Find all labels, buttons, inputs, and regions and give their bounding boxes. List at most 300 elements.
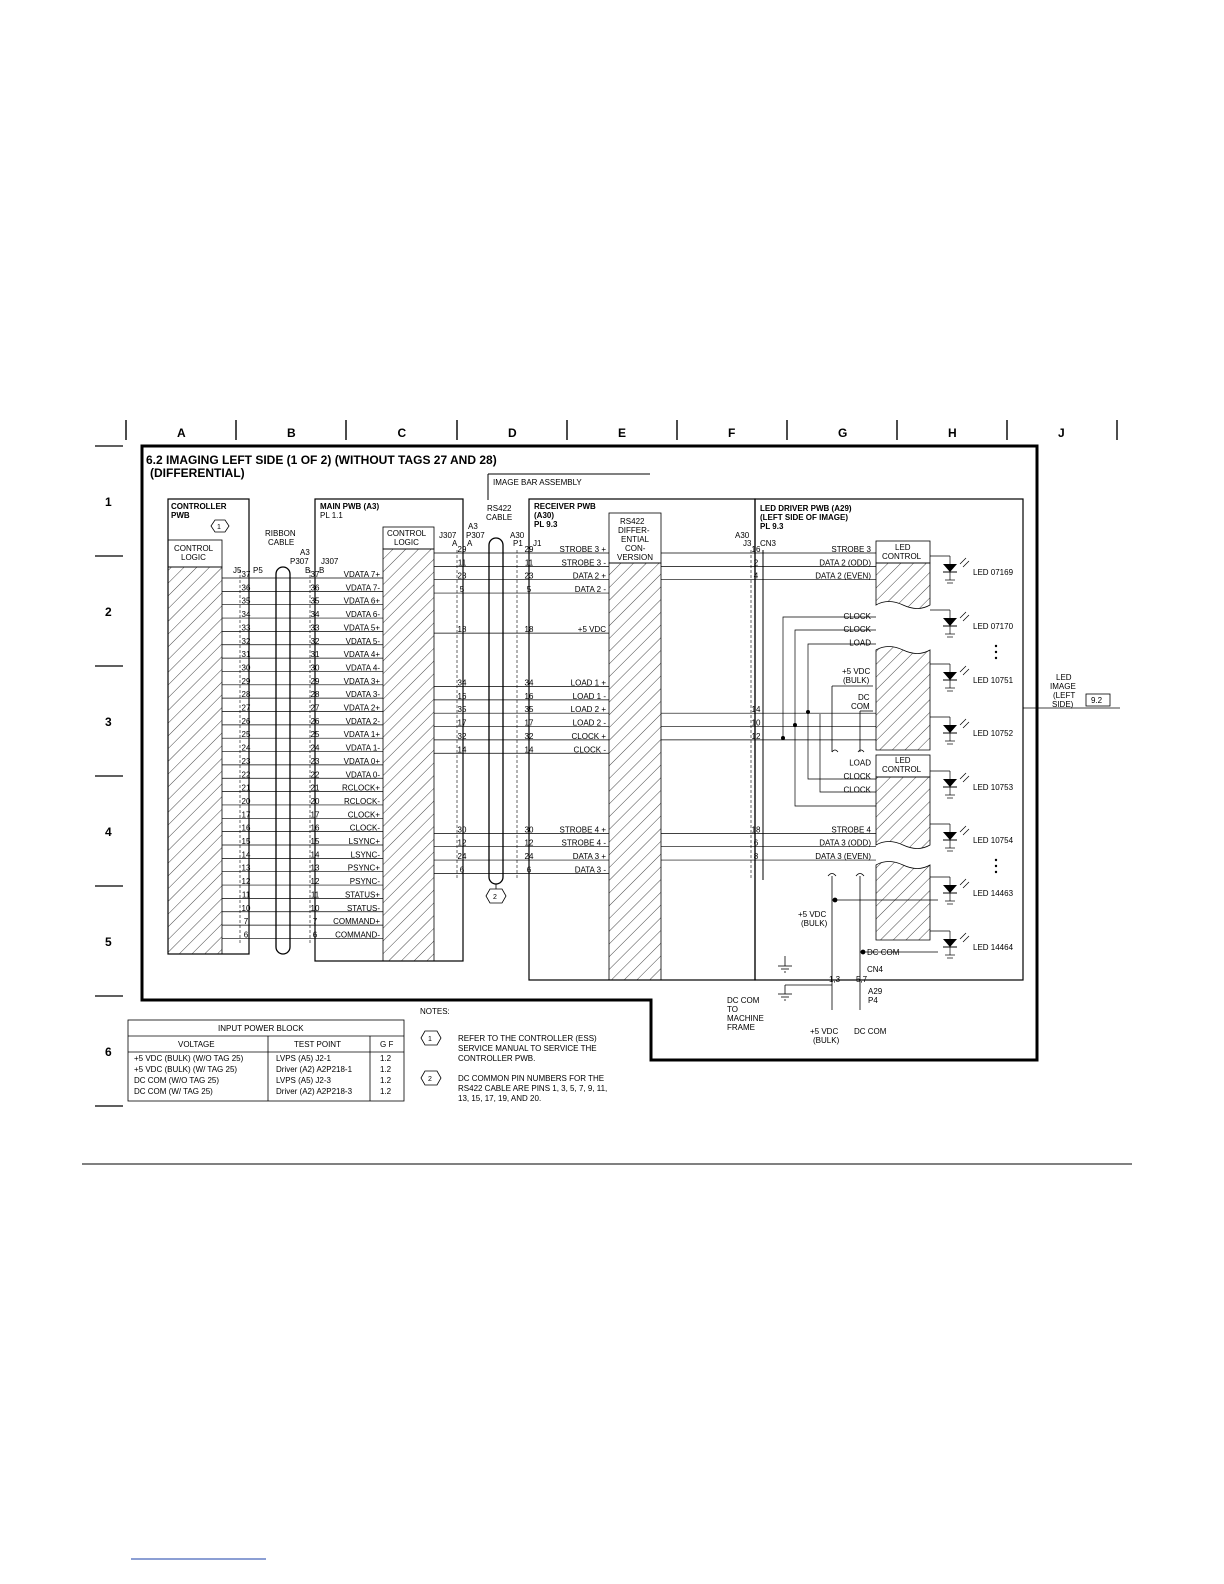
machine-frame-label-1: DC COM bbox=[727, 996, 760, 1005]
column-label: G bbox=[838, 426, 848, 440]
j307-pin: 14 bbox=[310, 850, 320, 860]
j307-pin: 20 bbox=[310, 796, 320, 806]
p5-pin: 32 bbox=[241, 636, 251, 646]
j307a-pin: 14 bbox=[457, 745, 467, 755]
power-block-header-voltage: VOLTAGE bbox=[178, 1040, 215, 1049]
svg-text:A30: A30 bbox=[735, 531, 750, 540]
power-row-voltage: DC COM (W/ TAG 25) bbox=[134, 1087, 213, 1096]
p1-pin: 6 bbox=[526, 865, 532, 875]
main-pwb-signal-label: VDATA 4+ bbox=[343, 650, 380, 660]
svg-text:A: A bbox=[467, 539, 473, 548]
p5-pin: 15 bbox=[241, 837, 251, 846]
input-power-block bbox=[128, 1020, 404, 1101]
j307-pin: 15 bbox=[310, 837, 320, 846]
svg-text:CONTROL: CONTROL bbox=[882, 765, 922, 774]
p1-pin: 18 bbox=[524, 625, 534, 635]
svg-text:A3: A3 bbox=[300, 548, 310, 557]
svg-text:CON-: CON- bbox=[625, 544, 646, 553]
main-pwb-signal-label: PSYNC+ bbox=[347, 863, 380, 873]
j307-pin: 32 bbox=[310, 636, 320, 646]
main-pwb-signal-label: COMMAND- bbox=[335, 930, 380, 940]
svg-text:DIFFER-: DIFFER- bbox=[618, 526, 650, 535]
p1-pin: 34 bbox=[524, 678, 534, 688]
led-symbol bbox=[930, 771, 1014, 798]
p1-pin: 24 bbox=[524, 852, 534, 862]
svg-text:A3: A3 bbox=[468, 522, 478, 531]
p5-pin: 23 bbox=[241, 756, 251, 766]
led-label: LED 10752 bbox=[973, 729, 1014, 738]
svg-text:RIBBON: RIBBON bbox=[265, 529, 296, 538]
p5-pin: 17 bbox=[241, 810, 251, 820]
j3-pin: 12 bbox=[751, 731, 761, 741]
svg-text:IMAGE BAR ASSEMBLY: IMAGE BAR ASSEMBLY bbox=[493, 478, 582, 487]
power-row-testpoint: LVPS (A5) J2-3 bbox=[276, 1076, 331, 1085]
led-driver-signal-label: STROBE 3 bbox=[831, 545, 871, 554]
power-row-voltage: +5 VDC (BULK) (W/ TAG 25) bbox=[134, 1065, 238, 1074]
j3-pin: 8 bbox=[753, 852, 759, 862]
svg-text:IMAGE: IMAGE bbox=[1050, 682, 1076, 691]
p5-pin: 16 bbox=[241, 823, 251, 833]
row-label: 1 bbox=[105, 495, 112, 509]
svg-text:J3: J3 bbox=[743, 539, 752, 548]
image-bar-assembly-label bbox=[488, 474, 650, 500]
led-driver-signal-label: CLOCK bbox=[843, 611, 871, 621]
j307-pin: 23 bbox=[310, 756, 320, 766]
j307a-pin: 24 bbox=[457, 852, 467, 862]
p5-pin: 6 bbox=[243, 930, 249, 940]
note-text: SERVICE MANUAL TO SERVICE THE bbox=[458, 1044, 597, 1053]
note-text: REFER TO THE CONTROLLER (ESS) bbox=[458, 1034, 597, 1043]
j307-pin: 34 bbox=[310, 610, 320, 620]
j307a-pin: 17 bbox=[457, 718, 467, 728]
led-symbol bbox=[930, 610, 1014, 637]
svg-text:(LEFT: (LEFT bbox=[1053, 691, 1076, 700]
main-pwb-signal-label: VDATA 1+ bbox=[343, 730, 380, 740]
note-text: RS422 CABLE ARE PINS 1, 3, 5, 7, 9, 11, bbox=[458, 1084, 608, 1093]
rs422-pin-labels bbox=[458, 545, 534, 874]
j307a-pin: 11 bbox=[457, 558, 467, 568]
column-label: F bbox=[728, 426, 736, 440]
j307-pin: 11 bbox=[310, 890, 320, 900]
svg-text:(BULK): (BULK) bbox=[801, 919, 828, 928]
main-pwb-signal-label: VDATA 7+ bbox=[343, 570, 380, 579]
led-control-lower-label: LED bbox=[895, 756, 911, 765]
signal-wires bbox=[222, 550, 876, 945]
led-symbol bbox=[930, 556, 1014, 583]
svg-text:LED: LED bbox=[1056, 673, 1072, 682]
svg-text:B: B bbox=[319, 566, 325, 575]
svg-text:CONTROL: CONTROL bbox=[387, 529, 427, 538]
row-label: 5 bbox=[105, 935, 112, 949]
led-driver-signal-label: CLOCK bbox=[843, 771, 871, 781]
main-pwb-signal-label: PSYNC- bbox=[349, 877, 380, 887]
j307-pin: 10 bbox=[310, 903, 320, 913]
receiver-signal-label: STROBE 3 + bbox=[559, 545, 606, 554]
j307-pin: 13 bbox=[310, 863, 320, 873]
column-label: C bbox=[397, 426, 407, 440]
main-pwb-signal-label: VDATA 3- bbox=[345, 690, 380, 700]
led-label: LED 07169 bbox=[973, 568, 1014, 577]
j307-pin: 37 bbox=[310, 570, 320, 579]
svg-text:1,3: 1,3 bbox=[829, 975, 841, 984]
j307a-pin: 32 bbox=[457, 731, 467, 741]
svg-text:9.2: 9.2 bbox=[1091, 696, 1103, 705]
svg-text:(LEFT SIDE OF IMAGE): (LEFT SIDE OF IMAGE) bbox=[760, 513, 848, 522]
svg-text:PL 9.3: PL 9.3 bbox=[534, 520, 558, 529]
receiver-signal-label: STROBE 4 - bbox=[561, 838, 606, 848]
p5-pin: 12 bbox=[241, 877, 251, 887]
power-row-voltage: DC COM (W/O TAG 25) bbox=[134, 1076, 220, 1085]
p5-pin: 36 bbox=[241, 583, 251, 593]
p1-pin: 17 bbox=[524, 718, 534, 728]
column-label: H bbox=[948, 426, 957, 440]
led-driver-signal-label: STROBE 4 bbox=[831, 825, 871, 835]
p5-pin: 25 bbox=[241, 730, 251, 740]
main-pwb-signal-label: LSYNC- bbox=[350, 850, 380, 860]
power-row-gf: 1.2 bbox=[380, 1076, 392, 1085]
led-driver-signal-label: DATA 3 (ODD) bbox=[819, 838, 871, 848]
power-row-testpoint: Driver (A2) A2P218-3 bbox=[276, 1087, 353, 1096]
svg-text:RS422: RS422 bbox=[620, 517, 645, 526]
diagram-subtitle: (DIFFERENTIAL) bbox=[150, 466, 245, 480]
svg-text:J1: J1 bbox=[533, 539, 542, 548]
notes bbox=[420, 1007, 607, 1103]
j307-pin: 21 bbox=[310, 783, 320, 793]
p5-pin: 33 bbox=[241, 623, 251, 633]
main-pwb-signal-label: VDATA 4- bbox=[345, 663, 380, 673]
column-label: A bbox=[177, 426, 186, 440]
led-symbol bbox=[930, 664, 1014, 691]
main-pwb bbox=[312, 499, 463, 961]
p5-pin: 27 bbox=[241, 703, 251, 713]
svg-text:(A30): (A30) bbox=[534, 511, 555, 520]
svg-text:1: 1 bbox=[217, 524, 221, 531]
receiver-pwb bbox=[526, 499, 755, 980]
p5-pin: 10 bbox=[241, 903, 251, 913]
power-block-header-gf: G F bbox=[380, 1040, 394, 1049]
svg-text:SIDE): SIDE) bbox=[1052, 700, 1074, 709]
led-driver-signal-label: DATA 2 (ODD) bbox=[819, 558, 871, 568]
row-label: 3 bbox=[105, 715, 112, 729]
ellipsis-dot bbox=[995, 859, 997, 861]
j307-pin: 33 bbox=[310, 623, 320, 633]
j307a-pin: 23 bbox=[457, 571, 467, 581]
svg-text:ENTIAL: ENTIAL bbox=[621, 535, 650, 544]
ellipsis-dot bbox=[995, 865, 997, 867]
main-pwb-signal-label: VDATA 2- bbox=[345, 716, 380, 726]
svg-text:LED DRIVER PWB (A29): LED DRIVER PWB (A29) bbox=[760, 504, 852, 513]
power-block-title: INPUT POWER BLOCK bbox=[218, 1024, 304, 1033]
svg-text:5,7: 5,7 bbox=[856, 975, 868, 984]
machine-frame-label-4: FRAME bbox=[727, 1023, 755, 1032]
p5-pin: 30 bbox=[241, 663, 251, 673]
j307-pin: 27 bbox=[310, 703, 320, 713]
p5-pin: 11 bbox=[241, 890, 251, 900]
main-pwb-signal-label: CLOCK+ bbox=[347, 810, 380, 820]
svg-text:CONTROLLER: CONTROLLER bbox=[171, 502, 227, 511]
led-symbol bbox=[930, 717, 1014, 744]
receiver-signal-label: DATA 2 - bbox=[574, 585, 606, 595]
main-pwb-signal-label: VDATA 0+ bbox=[343, 756, 380, 766]
j3-pin: 4 bbox=[753, 571, 759, 581]
receiver-signal-label: DATA 3 + bbox=[572, 852, 606, 862]
main-pwb-signal-label: VDATA 7- bbox=[345, 583, 380, 593]
j307a-pin: 29 bbox=[457, 545, 467, 554]
machine-frame-label-3: MACHINE bbox=[727, 1014, 764, 1023]
j307-pin: 31 bbox=[310, 650, 320, 660]
p4-dccom-label: DC COM bbox=[854, 1027, 887, 1036]
j307a-pin: 34 bbox=[457, 678, 467, 688]
led-label: LED 14463 bbox=[973, 889, 1014, 898]
receiver-signal-label: LOAD 2 - bbox=[572, 718, 606, 728]
led-label: LED 14464 bbox=[973, 943, 1014, 952]
svg-text:RS422: RS422 bbox=[487, 504, 512, 513]
j307-pin: 26 bbox=[310, 716, 320, 726]
note-item bbox=[421, 1071, 607, 1103]
j307-pin: 36 bbox=[310, 583, 320, 593]
svg-text:A: A bbox=[452, 539, 458, 548]
p5-pin: 13 bbox=[241, 863, 251, 873]
p5-pin: 7 bbox=[243, 917, 249, 927]
svg-text:CONTROL: CONTROL bbox=[882, 552, 922, 561]
note-number: 1 bbox=[428, 1036, 432, 1043]
svg-text:DC COM: DC COM bbox=[867, 948, 900, 957]
svg-text:CABLE: CABLE bbox=[268, 538, 295, 547]
j307-pin: 22 bbox=[310, 770, 320, 780]
receiver-signal-label: DATA 3 - bbox=[574, 865, 606, 875]
p5-pin: 22 bbox=[241, 770, 251, 780]
receiver-signal-label: DATA 2 + bbox=[572, 571, 606, 581]
main-pwb-signal-label: VDATA 5+ bbox=[343, 623, 380, 633]
j307a-pin: 16 bbox=[457, 691, 467, 701]
p4-vdc-label-2: (BULK) bbox=[813, 1036, 840, 1045]
led-control-upper-label: LED bbox=[895, 543, 911, 552]
svg-text:J307: J307 bbox=[321, 557, 339, 566]
ellipsis-dot bbox=[995, 645, 997, 647]
svg-text:P4: P4 bbox=[868, 996, 878, 1005]
diagram-title: 6.2 IMAGING LEFT SIDE (1 OF 2) (WITHOUT TAGS 27 AND 28) bbox=[146, 453, 497, 467]
svg-text:+5 VDC: +5 VDC bbox=[842, 667, 871, 676]
j307-pin: 6 bbox=[312, 930, 318, 940]
led-label: LED 10751 bbox=[973, 676, 1014, 685]
p5-pin: 37 bbox=[241, 570, 251, 579]
svg-text:P1: P1 bbox=[513, 539, 523, 548]
svg-text:+5 VDC: +5 VDC bbox=[798, 910, 827, 919]
svg-text:P307: P307 bbox=[466, 531, 485, 540]
receiver-signal-label: CLOCK + bbox=[571, 731, 606, 741]
svg-text:B: B bbox=[305, 566, 311, 575]
row-label: 6 bbox=[105, 1045, 112, 1059]
j3-pin: 14 bbox=[751, 705, 761, 715]
p5-pin: 34 bbox=[241, 610, 251, 620]
j307-pin: 35 bbox=[310, 596, 320, 606]
column-label: B bbox=[287, 426, 296, 440]
main-pwb-signal-label: CLOCK- bbox=[349, 823, 380, 833]
svg-text:CONTROL: CONTROL bbox=[174, 544, 214, 553]
main-pwb-signal-label: LSYNC+ bbox=[348, 837, 380, 846]
main-pwb-signal-label: STATUS+ bbox=[344, 890, 380, 900]
power-row-testpoint: LVPS (A5) J2-1 bbox=[276, 1054, 331, 1063]
ribbon-cable bbox=[265, 529, 310, 954]
j307-pin: 24 bbox=[310, 743, 320, 753]
j3-pin: 18 bbox=[751, 825, 761, 835]
ellipsis-dot bbox=[995, 651, 997, 653]
p5-pin: 29 bbox=[241, 676, 251, 686]
svg-text:CN3: CN3 bbox=[760, 539, 777, 548]
p1-pin: 14 bbox=[524, 745, 534, 755]
ellipsis-dot bbox=[995, 657, 997, 659]
note-item bbox=[421, 1031, 597, 1063]
j307a-pin: 35 bbox=[457, 705, 467, 715]
j307-pin: 16 bbox=[310, 823, 320, 833]
j3-pin: 6 bbox=[753, 838, 759, 848]
svg-text:CABLE: CABLE bbox=[486, 513, 513, 522]
j307a-pin: 6 bbox=[459, 865, 465, 875]
led-driver-signal-label: LOAD bbox=[849, 638, 871, 648]
svg-text:LOGIC: LOGIC bbox=[181, 553, 206, 562]
svg-text:LOGIC: LOGIC bbox=[394, 538, 419, 547]
svg-text:A30: A30 bbox=[510, 531, 525, 540]
j3-pin: 2 bbox=[753, 558, 759, 568]
power-row-gf: 1.2 bbox=[380, 1065, 392, 1074]
main-pwb-signal-label: VDATA 3+ bbox=[343, 676, 380, 686]
power-row-voltage: +5 VDC (BULK) (W/O TAG 25) bbox=[134, 1054, 244, 1063]
svg-text:2: 2 bbox=[493, 894, 497, 901]
p5-pin: 26 bbox=[241, 716, 251, 726]
svg-text:RECEIVER PWB: RECEIVER PWB bbox=[534, 502, 596, 511]
p5-pin: 24 bbox=[241, 743, 251, 753]
power-row-gf: 1.2 bbox=[380, 1087, 392, 1096]
p5-pin: 28 bbox=[241, 690, 251, 700]
note-number: 2 bbox=[428, 1076, 432, 1083]
main-pwb-signal-label: VDATA 6+ bbox=[343, 596, 380, 606]
notes-title: NOTES: bbox=[420, 1007, 450, 1016]
j307a-pin: 5 bbox=[459, 585, 465, 595]
p5-pin: 20 bbox=[241, 796, 251, 806]
svg-text:VERSION: VERSION bbox=[617, 553, 654, 562]
svg-text:A29: A29 bbox=[868, 987, 883, 996]
j307-pin: 30 bbox=[310, 663, 320, 673]
j3-pin: 10 bbox=[751, 718, 761, 728]
p1-pin: 23 bbox=[524, 571, 534, 581]
main-pwb-signal-label: RCLOCK- bbox=[343, 796, 380, 806]
receiver-signal-label: STROBE 4 + bbox=[559, 825, 606, 835]
main-pwb-signal-label: RCLOCK+ bbox=[341, 783, 380, 793]
p5-pin: 21 bbox=[241, 783, 251, 793]
svg-text:J307: J307 bbox=[439, 531, 457, 540]
led-symbol bbox=[930, 824, 1014, 851]
p1-pin: 30 bbox=[524, 825, 534, 835]
led-symbol bbox=[930, 877, 1014, 904]
main-pwb-signal-label: VDATA 2+ bbox=[343, 703, 380, 713]
led-driver-signal-label: DATA 2 (EVEN) bbox=[815, 571, 871, 581]
main-pwb-signal-label: VDATA 1- bbox=[345, 743, 380, 753]
j307-pin: 25 bbox=[310, 730, 320, 740]
bus-junction bbox=[806, 710, 810, 714]
p1-pin: 29 bbox=[524, 545, 534, 554]
j307a-pin: 12 bbox=[457, 838, 467, 848]
svg-text:J5: J5 bbox=[233, 566, 242, 575]
main-pwb-signal-label: STATUS- bbox=[346, 903, 380, 913]
j307-pin: 17 bbox=[310, 810, 320, 820]
svg-text:PL 1.1: PL 1.1 bbox=[320, 511, 343, 520]
svg-text:PL 9.3: PL 9.3 bbox=[760, 522, 784, 531]
led-symbol bbox=[930, 931, 1014, 958]
bus-junction bbox=[793, 723, 797, 727]
led-label: LED 10754 bbox=[973, 836, 1014, 845]
svg-text:CN4: CN4 bbox=[867, 965, 884, 974]
main-pwb-signal-label: COMMAND+ bbox=[333, 917, 380, 927]
power-row-testpoint: Driver (A2) A2P218-1 bbox=[276, 1065, 353, 1074]
p1-pin: 35 bbox=[524, 705, 534, 715]
p1-pin: 5 bbox=[526, 585, 532, 595]
led-driver-signal-label: CLOCK bbox=[843, 625, 871, 635]
svg-text:PWB: PWB bbox=[171, 511, 190, 520]
p4-vdc-label-1: +5 VDC bbox=[810, 1027, 839, 1036]
j307-pin: 29 bbox=[310, 676, 320, 686]
main-pwb-signal-label: VDATA 5- bbox=[345, 636, 380, 646]
led-driver-signal-label: DATA 3 (EVEN) bbox=[815, 852, 871, 862]
led-label: LED 10753 bbox=[973, 783, 1014, 792]
note-text: DC COMMON PIN NUMBERS FOR THE bbox=[458, 1074, 605, 1083]
row-label: 4 bbox=[105, 825, 112, 839]
led-label: LED 07170 bbox=[973, 622, 1014, 631]
note-text: CONTROLLER PWB. bbox=[458, 1054, 536, 1063]
main-pwb-signal-label: VDATA 0- bbox=[345, 770, 380, 780]
rs422-cable bbox=[466, 504, 525, 903]
p1-pin: 12 bbox=[524, 838, 534, 848]
bus-junction bbox=[781, 736, 785, 740]
p1-pin: 32 bbox=[524, 731, 534, 741]
p1-pin: 11 bbox=[524, 558, 534, 568]
ellipsis-dot bbox=[995, 871, 997, 873]
p5-pin: 31 bbox=[241, 650, 251, 660]
led-driver-signal-label: LOAD bbox=[849, 758, 871, 768]
svg-text:COM: COM bbox=[851, 702, 870, 711]
column-label: E bbox=[618, 426, 627, 440]
main-pwb-signal-label: VDATA 6- bbox=[345, 610, 380, 620]
svg-text:MAIN PWB (A3): MAIN PWB (A3) bbox=[320, 502, 380, 511]
power-row-gf: 1.2 bbox=[380, 1054, 392, 1063]
j307-pin: 12 bbox=[310, 877, 320, 887]
p5-pin: 35 bbox=[241, 596, 251, 606]
svg-text:DC: DC bbox=[858, 693, 870, 702]
receiver-signal-label: CLOCK - bbox=[573, 745, 606, 755]
machine-frame-label-2: TO bbox=[727, 1005, 738, 1014]
j307-pin: 28 bbox=[310, 690, 320, 700]
receiver-signal-label: +5 VDC bbox=[577, 625, 606, 635]
j3-pin: 16 bbox=[751, 545, 761, 554]
j307a-pin: 30 bbox=[457, 825, 467, 835]
note-text: 13, 15, 17, 19, AND 20. bbox=[458, 1094, 542, 1103]
led-driver-signal-label: CLOCK bbox=[843, 785, 871, 795]
p1-pin: 16 bbox=[524, 691, 534, 701]
receiver-signal-label: LOAD 1 - bbox=[572, 691, 606, 701]
row-label: 2 bbox=[105, 605, 112, 619]
power-block-header-testpoint: TEST POINT bbox=[294, 1040, 341, 1049]
j307a-pin: 18 bbox=[457, 625, 467, 635]
j307-pin: 7 bbox=[312, 917, 318, 927]
column-label: J bbox=[1058, 426, 1065, 440]
receiver-signal-label: LOAD 1 + bbox=[570, 678, 606, 688]
svg-text:P5: P5 bbox=[253, 566, 263, 575]
receiver-signal-label: LOAD 2 + bbox=[570, 705, 606, 715]
receiver-signal-label: STROBE 3 - bbox=[561, 558, 606, 568]
p5-pin: 14 bbox=[241, 850, 251, 860]
svg-text:P307: P307 bbox=[290, 557, 309, 566]
led-array bbox=[930, 556, 1014, 958]
svg-text:(BULK): (BULK) bbox=[843, 676, 870, 685]
